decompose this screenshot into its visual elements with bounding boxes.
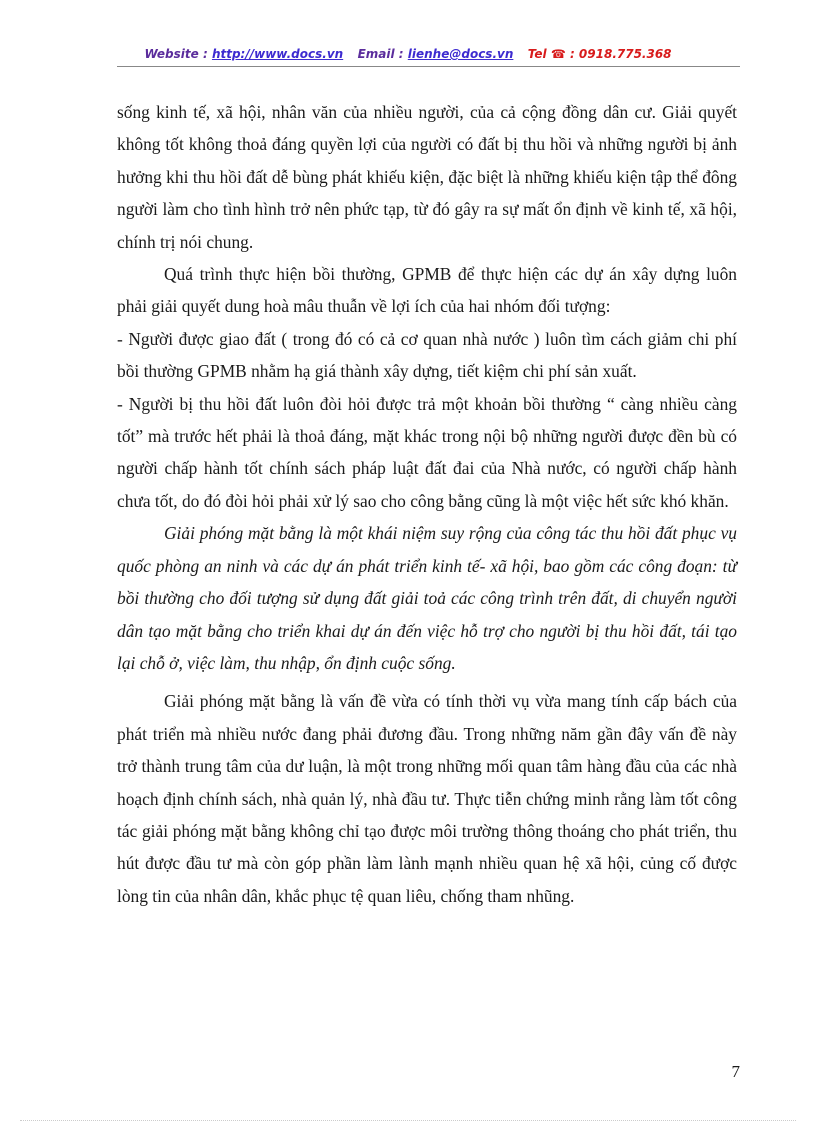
website-label: Website :: [144, 47, 208, 61]
list-item: - Người được giao đất ( trong đó có cả cơ quan nhà nước ) luôn tìm cách giảm chi phí bồi thường GPMB nhằm hạ giá thành xây dựng, tiết kiệm chi phí sản xuất.: [117, 328, 737, 382]
header-divider: [117, 66, 740, 67]
document-body: [117, 96, 737, 912]
definition-paragraph: Giải phóng mặt bằng là một khái niệm suy rộng của công tác thu hồi đất phục vụ quốc phòng an ninh và các dự án phát triển kinh tế- xã hội, bao gồm các công đoạn: từ bồi thường cho đối tượng sử dụng đất giải toả các công trình trên đất, di chuyển người dân tạo mặt bằng cho triển khai dự án đến việc hỗ trợ cho người bị thu hồi đất, tái tạo lại chỗ ở, việc làm, thu nhập, ổn định cuộc sống.: [117, 523, 737, 673]
email-link[interactable]: lienhe@docs.vn: [407, 47, 514, 61]
paragraph: sống kinh tế, xã hội, nhân văn của nhiều người, của cả cộng đồng dân cư. Giải quyết không tốt không thoả đáng quyền lợi của người có đất bị thu hồi và những người bị ảnh hưởng khi thu hồi đất dễ bùng phát khiếu kiện, đặc biệt là những khiếu kiện tập thể đông người làm cho tình hình trở nên phức tạp, từ đó gây ra sự mất ổn định về kinh tế, xã hội, chính trị nói chung.: [117, 102, 737, 252]
list-item: - Người bị thu hồi đất luôn đòi hỏi được trả một khoản bồi thường “ càng nhiều càng tốt” mà trước hết phải là thoả đáng, mặt khác trong nội bộ những người được đền bù có người chấp hành tốt chính sách pháp luật đất đai của Nhà nước, có người chấp hành chưa tốt, do đó đòi hỏi phải xử lý sao cho công bằng cũng là một việc hết sức khó khăn.: [117, 393, 737, 511]
page-header: [0, 47, 816, 61]
paragraph: Quá trình thực hiện bồi thường, GPMB để thực hiện các dự án xây dựng luôn phải giải quyết dung hoà mâu thuẫn về lợi ích của hai nhóm đối tượng:: [117, 264, 737, 317]
website-link[interactable]: http://www.docs.vn: [211, 47, 344, 61]
page-number: 7: [731, 1062, 740, 1081]
paragraph: Giải phóng mặt bằng là vấn đề vừa có tính thời vụ vừa mang tính cấp bách của phát triển mà nhiều nước đang phải đương đầu. Trong những năm gần đây vấn đề này trở thành trung tâm của dư luận, là một trong những mối quan tâm hàng đầu của các nhà hoạch định chính sách, nhà quản lý, nhà đầu tư. Thực tiễn chứng minh rằng làm tốt công tác giải phóng mặt bằng không chỉ tạo được môi trường thông thoáng cho phát triển, thu hút được đầu tư mà còn góp phần làm lành mạnh nhiều quan hệ xã hội, củng cố được lòng tin của nhân dân, khắc phục tệ quan liêu, chống tham nhũng.: [117, 691, 737, 906]
page-bottom-edge: [20, 1120, 796, 1121]
phone-label: Tel ☎ : 0918.775.368: [527, 47, 672, 61]
email-label: Email :: [357, 47, 404, 61]
